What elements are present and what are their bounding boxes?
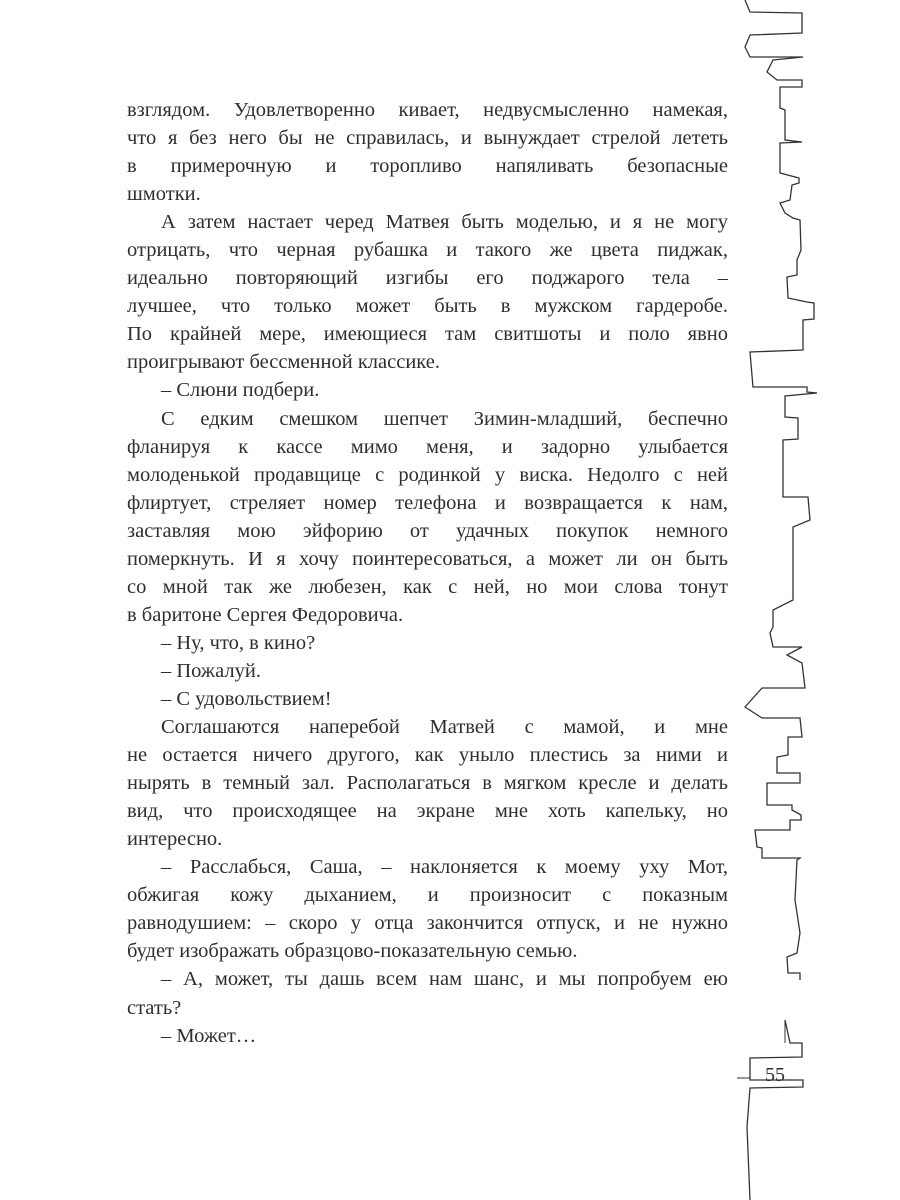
text-line: флиртует, стреляет номер телефона и возвращается к нам, xyxy=(127,491,728,514)
text-line: – Может… xyxy=(161,1024,257,1047)
page-number: 55 xyxy=(765,1064,785,1086)
skyline-outline-lower xyxy=(747,1020,803,1200)
text-line: С едким смешком шепчет Зимин-младший, беспечно xyxy=(161,407,728,430)
paragraph xyxy=(127,853,728,965)
text-line: в баритоне Сергея Федоровича. xyxy=(127,603,404,626)
text-line: По крайней мере, имеющиеся там свитшоты и поло явно xyxy=(127,323,728,346)
text-line: померкнуть. И я хочу поинтересоваться, а может ли он быть xyxy=(127,547,728,570)
text-line: шмотки. xyxy=(127,183,201,206)
text-line: в примерочную и торопливо напяливать безопасные xyxy=(127,155,728,178)
text-line: взглядом. Удовлетворенно кивает, недвусмысленно намекая, xyxy=(127,99,728,121)
paragraph xyxy=(127,1022,728,1050)
paragraph xyxy=(127,96,728,208)
book-page-text xyxy=(127,96,728,1050)
text-line: не остается ничего другого, как уныло плестись за ними и xyxy=(127,744,728,767)
text-line: со мной так же любезен, как с ней, но мои слова тонут xyxy=(127,575,728,598)
text-line: проигрывают бессменной классике. xyxy=(127,351,440,374)
text-line: стать? xyxy=(127,996,182,1019)
text-line: – С удовольствием! xyxy=(161,687,332,710)
paragraph xyxy=(127,376,728,404)
text-line: лучшее, что только может быть в мужском гардеробе. xyxy=(127,295,728,318)
text-line: фланируя к кассе мимо меня, и задорно улыбается xyxy=(127,435,728,458)
text-line: – Расслабься, Саша, – наклоняется к моему уху Мот, xyxy=(161,856,728,879)
paragraph xyxy=(127,713,728,853)
paragraph xyxy=(127,685,728,713)
text-line: молоденькой продавщице с родинкой у виска. Недолго с ней xyxy=(127,463,728,486)
text-line: Соглашаются наперебой Матвей с мамой, и мне xyxy=(161,716,728,739)
text-line: – Пожалуй. xyxy=(161,659,261,682)
skyline-outline-upper xyxy=(745,0,817,980)
text-line: обжигая кожу дыханием, и произносит с показным xyxy=(127,884,728,907)
paragraph xyxy=(127,965,728,1021)
text-line: что я без него бы не справилась, и вынуждает стрелой лететь xyxy=(127,127,728,150)
text-line: будет изображать образцово-показательную семью. xyxy=(127,940,578,963)
paragraph xyxy=(127,657,728,685)
paragraph xyxy=(127,629,728,657)
text-line: – Ну, что, в кино? xyxy=(161,631,316,654)
text-line: – А, может, ты дашь всем нам шанс, и мы попробуем ею xyxy=(161,968,728,991)
text-line: отрицать, что черная рубашка и такого же цвета пиджак, xyxy=(127,239,728,262)
text-line: заставляя мою эйфорию от удачных покупок немного xyxy=(127,519,728,542)
paragraph xyxy=(127,405,728,629)
text-line: нырять в темный зал. Располагаться в мягком кресле и делать xyxy=(127,772,728,795)
text-line: идеально повторяющий изгибы его поджарого тела – xyxy=(127,267,728,290)
paragraph xyxy=(127,208,728,376)
text-line: равнодушием: – скоро у отца закончится отпуск, и не нужно xyxy=(127,912,728,935)
text-line: А затем настает черед Матвея быть моделью, и я не могу xyxy=(161,211,728,234)
text-line: вид, что происходящее на экране мне хоть капельку, но xyxy=(127,800,728,823)
text-line: интересно. xyxy=(127,828,223,851)
text-line: – Слюни подбери. xyxy=(161,379,320,402)
